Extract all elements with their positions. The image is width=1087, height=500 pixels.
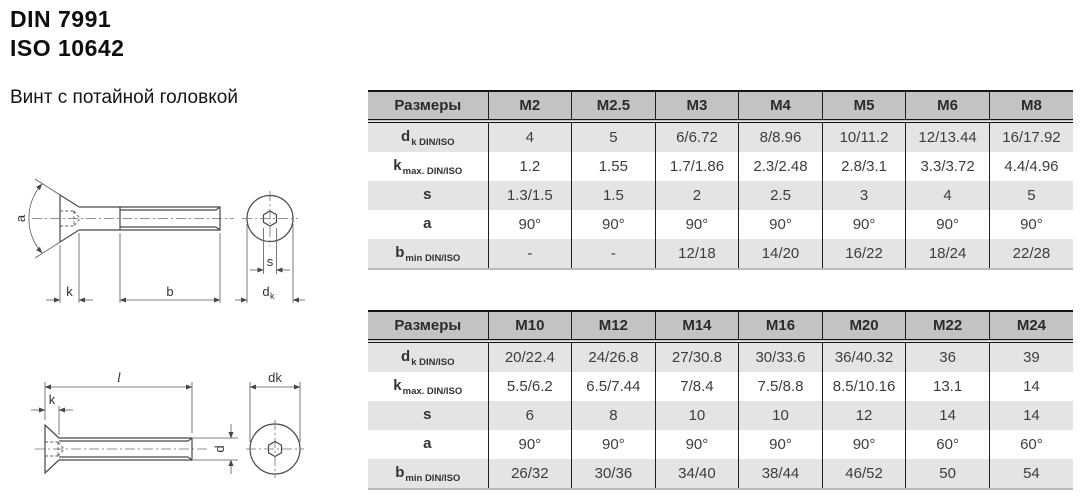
- value-cell: 90°: [572, 430, 656, 459]
- standard-din-title: DIN 7991: [10, 6, 112, 32]
- value-cell: 90°: [822, 210, 906, 239]
- value-cell: 10: [655, 401, 739, 430]
- column-header-sizes: Размеры: [368, 91, 488, 121]
- value-cell: 60°: [989, 430, 1073, 459]
- total-length-dimension: [45, 371, 192, 433]
- value-cell: 36: [906, 341, 990, 372]
- column-header-m20: M20: [822, 311, 906, 341]
- value-cell: 90°: [488, 210, 572, 239]
- value-cell: 24/26.8: [572, 341, 656, 372]
- column-header-m5: M5: [822, 91, 906, 121]
- table-row-bmin: [368, 459, 1073, 489]
- value-cell: 1.2: [488, 152, 572, 181]
- row-label-s: s: [368, 401, 488, 430]
- value-cell: 10/11.2: [822, 121, 906, 152]
- row-label-dk: $d_{k DIN/ISO}$: [368, 341, 488, 372]
- column-header-m14: M14: [655, 311, 739, 341]
- table-row-s: [368, 181, 1073, 210]
- value-cell: 6/6.72: [655, 121, 739, 152]
- screw-side-view: [35, 425, 207, 473]
- table-row-bmin: [368, 239, 1073, 269]
- value-cell: 8/8.96: [739, 121, 823, 152]
- value-cell: 60°: [906, 430, 990, 459]
- head-height-dimension: [31, 392, 73, 435]
- column-header-m22: M22: [906, 311, 990, 341]
- value-cell: 18/24: [906, 239, 990, 269]
- value-cell: 4: [488, 121, 572, 152]
- row-label-kmax: $k_{max. DIN/ISO}$: [368, 372, 488, 401]
- dimension-table-m10-m24: [368, 310, 1073, 490]
- value-cell: 30/36: [572, 459, 656, 489]
- table-row-kmax: [368, 152, 1073, 181]
- value-cell: 16/17.92: [989, 121, 1073, 152]
- value-cell: 5.5/6.2: [488, 372, 572, 401]
- value-cell: 90°: [572, 210, 656, 239]
- table-row-dk: [368, 121, 1073, 152]
- value-cell: 90°: [488, 430, 572, 459]
- value-cell: 50: [906, 459, 990, 489]
- value-cell: 14: [989, 401, 1073, 430]
- screw-side-view: [32, 195, 234, 242]
- table-row-a: [368, 430, 1073, 459]
- value-cell: 10: [739, 401, 823, 430]
- dim-label-k: k: [48, 392, 56, 407]
- value-cell: 1.5: [572, 181, 656, 210]
- dim-label-dk-main: d: [262, 284, 270, 299]
- dim-label-angle: a: [13, 214, 28, 223]
- dim-label-s: s: [266, 254, 274, 269]
- column-header-m6: M6: [906, 91, 990, 121]
- value-cell: 54: [989, 459, 1073, 489]
- value-cell: 90°: [906, 210, 990, 239]
- column-header-m24: M24: [989, 311, 1073, 341]
- value-cell: 16/22: [822, 239, 906, 269]
- value-cell: 26/32: [488, 459, 572, 489]
- table-header-row: [368, 91, 1073, 121]
- value-cell: 1.55: [572, 152, 656, 181]
- value-cell: 90°: [989, 210, 1073, 239]
- column-header-m3: M3: [655, 91, 739, 121]
- value-cell: 5: [572, 121, 656, 152]
- drawing-screw-length-view: [2, 340, 332, 500]
- row-label-dk: $d_{k DIN/ISO}$: [368, 121, 488, 152]
- drawing-screw-angle-view: [2, 150, 332, 310]
- value-cell: 6: [488, 401, 572, 430]
- dim-label-b: b: [166, 284, 174, 299]
- column-header-m2-5: M2.5: [572, 91, 656, 121]
- page-subtitle: Винт с потайной головкой: [10, 87, 238, 108]
- dim-label-k: k: [66, 284, 73, 299]
- value-cell: 7/8.4: [655, 372, 739, 401]
- screw-end-view: [246, 420, 304, 478]
- value-cell: 20/22.4: [488, 341, 572, 372]
- dim-label-d: d: [212, 445, 227, 453]
- table-header-row: [368, 311, 1073, 341]
- row-label-a: a: [368, 210, 488, 239]
- value-cell: 27/30.8: [655, 341, 739, 372]
- value-cell: 1.7/1.86: [655, 152, 739, 181]
- value-cell: 8.5/10.16: [822, 372, 906, 401]
- column-header-m2: M2: [488, 91, 572, 121]
- value-cell: 14/20: [739, 239, 823, 269]
- value-cell: 1.3/1.5: [488, 181, 572, 210]
- value-cell: 22/28: [989, 239, 1073, 269]
- screw-end-view: [242, 191, 298, 246]
- dimension-table-m2-m8: [368, 90, 1073, 270]
- value-cell: 30/33.6: [739, 341, 823, 372]
- value-cell: 90°: [655, 430, 739, 459]
- row-label-a: a: [368, 430, 488, 459]
- column-header-m8: M8: [989, 91, 1073, 121]
- table-row-dk: [368, 341, 1073, 372]
- value-cell: 12: [822, 401, 906, 430]
- dim-label-l: l: [117, 371, 121, 386]
- value-cell: 5: [989, 181, 1073, 210]
- value-cell: 4: [906, 181, 990, 210]
- value-cell: -: [488, 239, 572, 269]
- row-label-s: s: [368, 181, 488, 210]
- value-cell: 3.3/3.72: [906, 152, 990, 181]
- column-header-m10: M10: [488, 311, 572, 341]
- row-label-bmin: $b_{min DIN/ISO}$: [368, 459, 488, 489]
- value-cell: 8: [572, 401, 656, 430]
- value-cell: 3: [822, 181, 906, 210]
- value-cell: 90°: [655, 210, 739, 239]
- value-cell: 7.5/8.8: [739, 372, 823, 401]
- table-row-kmax: [368, 372, 1073, 401]
- dim-label-dk-sub: k: [270, 291, 275, 301]
- value-cell: 12/13.44: [906, 121, 990, 152]
- column-header-sizes: Размеры: [368, 311, 488, 341]
- value-cell: 2.5: [739, 181, 823, 210]
- value-cell: 39: [989, 341, 1073, 372]
- table-row-s: [368, 401, 1073, 430]
- value-cell: 6.5/7.44: [572, 372, 656, 401]
- head-height-dimension: [46, 233, 93, 303]
- value-cell: 46/52: [822, 459, 906, 489]
- dim-label-dk: dk: [268, 370, 282, 385]
- column-header-m16: M16: [739, 311, 823, 341]
- value-cell: 2.8/3.1: [822, 152, 906, 181]
- row-label-bmin: $b_{min DIN/ISO}$: [368, 239, 488, 269]
- table-row-a: [368, 210, 1073, 239]
- value-cell: 2: [655, 181, 739, 210]
- value-cell: -: [572, 239, 656, 269]
- value-cell: 12/18: [655, 239, 739, 269]
- thread-length-dimension: [120, 233, 220, 303]
- standard-iso-title: ISO 10642: [10, 35, 125, 61]
- value-cell: 13.1: [906, 372, 990, 401]
- value-cell: 14: [906, 401, 990, 430]
- row-label-kmax: $k_{max. DIN/ISO}$: [368, 152, 488, 181]
- value-cell: 14: [989, 372, 1073, 401]
- value-cell: 36/40.32: [822, 341, 906, 372]
- value-cell: 34/40: [655, 459, 739, 489]
- column-header-m12: M12: [572, 311, 656, 341]
- value-cell: 4.4/4.96: [989, 152, 1073, 181]
- value-cell: 2.3/2.48: [739, 152, 823, 181]
- value-cell: 38/44: [739, 459, 823, 489]
- column-header-m4: M4: [739, 91, 823, 121]
- value-cell: 90°: [739, 210, 823, 239]
- value-cell: 90°: [822, 430, 906, 459]
- value-cell: 90°: [739, 430, 823, 459]
